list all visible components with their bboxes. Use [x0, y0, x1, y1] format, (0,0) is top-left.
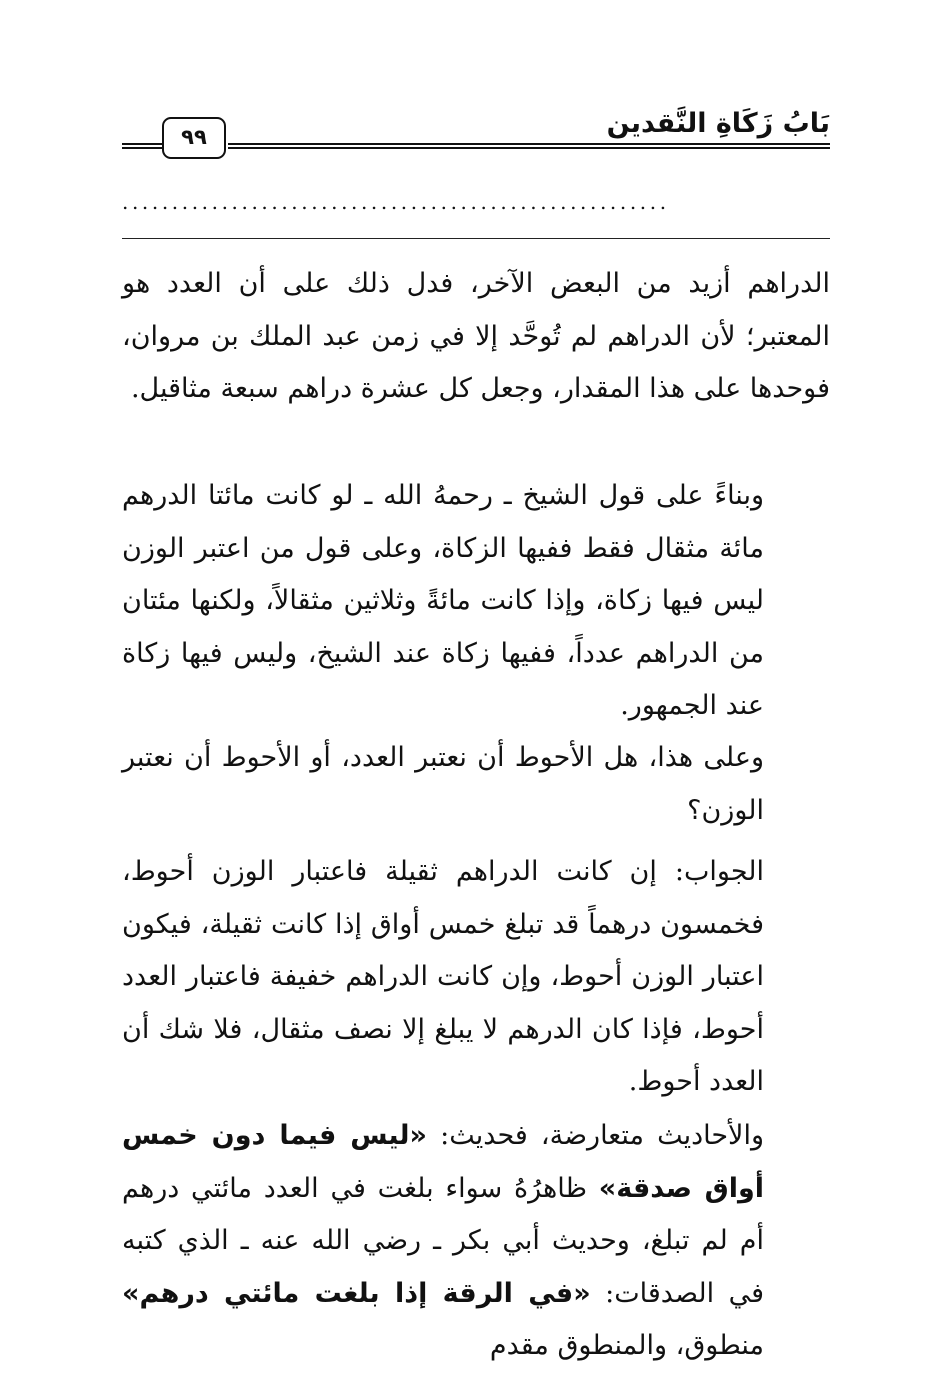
- header-double-rule: [228, 143, 830, 149]
- hadith-quote: «في الرقة إذا بلغت مائتي درهم»: [122, 1277, 591, 1309]
- paragraph-text: الدراهم أزيد من البعض الآخر، فدل ذلك على أن العدد هو المعتبر؛ لأن الدراهم لم تُوحَّد إلا في زمن عبد الملك بن مروان، فوحدها على هذا المقدار، وجعل كل عشرة دراهم سبعة مثاقيل.: [122, 268, 830, 404]
- paragraph-text: وعلى هذا، هل الأحوط أن نعتبر العدد، أو الأحوط أن نعتبر الوزن؟: [122, 742, 764, 826]
- paragraph-4: [122, 846, 830, 1109]
- separator-line: [122, 238, 830, 239]
- text-run: والأحاديث متعارضة، فحديث:: [427, 1120, 764, 1151]
- paragraph-3: [122, 732, 830, 837]
- paragraph-2: [122, 470, 830, 733]
- paragraph-5: [122, 1110, 830, 1373]
- paragraph-text: [122, 1110, 830, 1373]
- paragraph-text: الجواب: إن كانت الدراهم ثقيلة فاعتبار الوزن أحوط، فخمسون درهماً قد تبلغ خمس أواق إذا كانت ثقيلة، فيكون اعتبار الوزن أحوط، وإن كانت الدراهم خفيفة فاعتبار العدد أحوط، فإذا كان الدرهم لا يبلغ إلا نصف مثقال، فلا شك أن العدد أحوط.: [122, 856, 764, 1097]
- text-run: ظاهرُهُ سواء بلغت في العدد مائتي درهم أم لم تبلغ، وحديث أبي بكر ـ رضي الله عنه ـ الذي كتبه في الصدقات:: [122, 1172, 764, 1309]
- running-title: بَابُ زَكَاةِ النَّقدين: [606, 108, 830, 139]
- paragraph-1: [122, 258, 830, 416]
- hadith-quote: «ليس فيما دون خمس أواق صدقة»: [122, 1120, 765, 1204]
- text-run: منطوق، والمنطوق مقدم: [489, 1330, 764, 1361]
- header-double-rule-left: [122, 143, 162, 149]
- dotted-separator: .......................................................: [122, 192, 670, 212]
- page-number: ٩٩: [162, 117, 226, 159]
- paragraph-text: وبناءً على قول الشيخ ـ رحمهُ الله ـ لو كانت مائتا الدرهم مائة مثقال فقط ففيها الزكاة، وعلى قول من اعتبر الوزن ليس فيها زكاة، وإذا كانت مائةً وثلاثين مثقالاً، ولكنها مئتان من الدراهم عدداً، ففيها زكاة عند الشيخ، وليس فيها زكاة عند الجمهور.: [122, 480, 764, 721]
